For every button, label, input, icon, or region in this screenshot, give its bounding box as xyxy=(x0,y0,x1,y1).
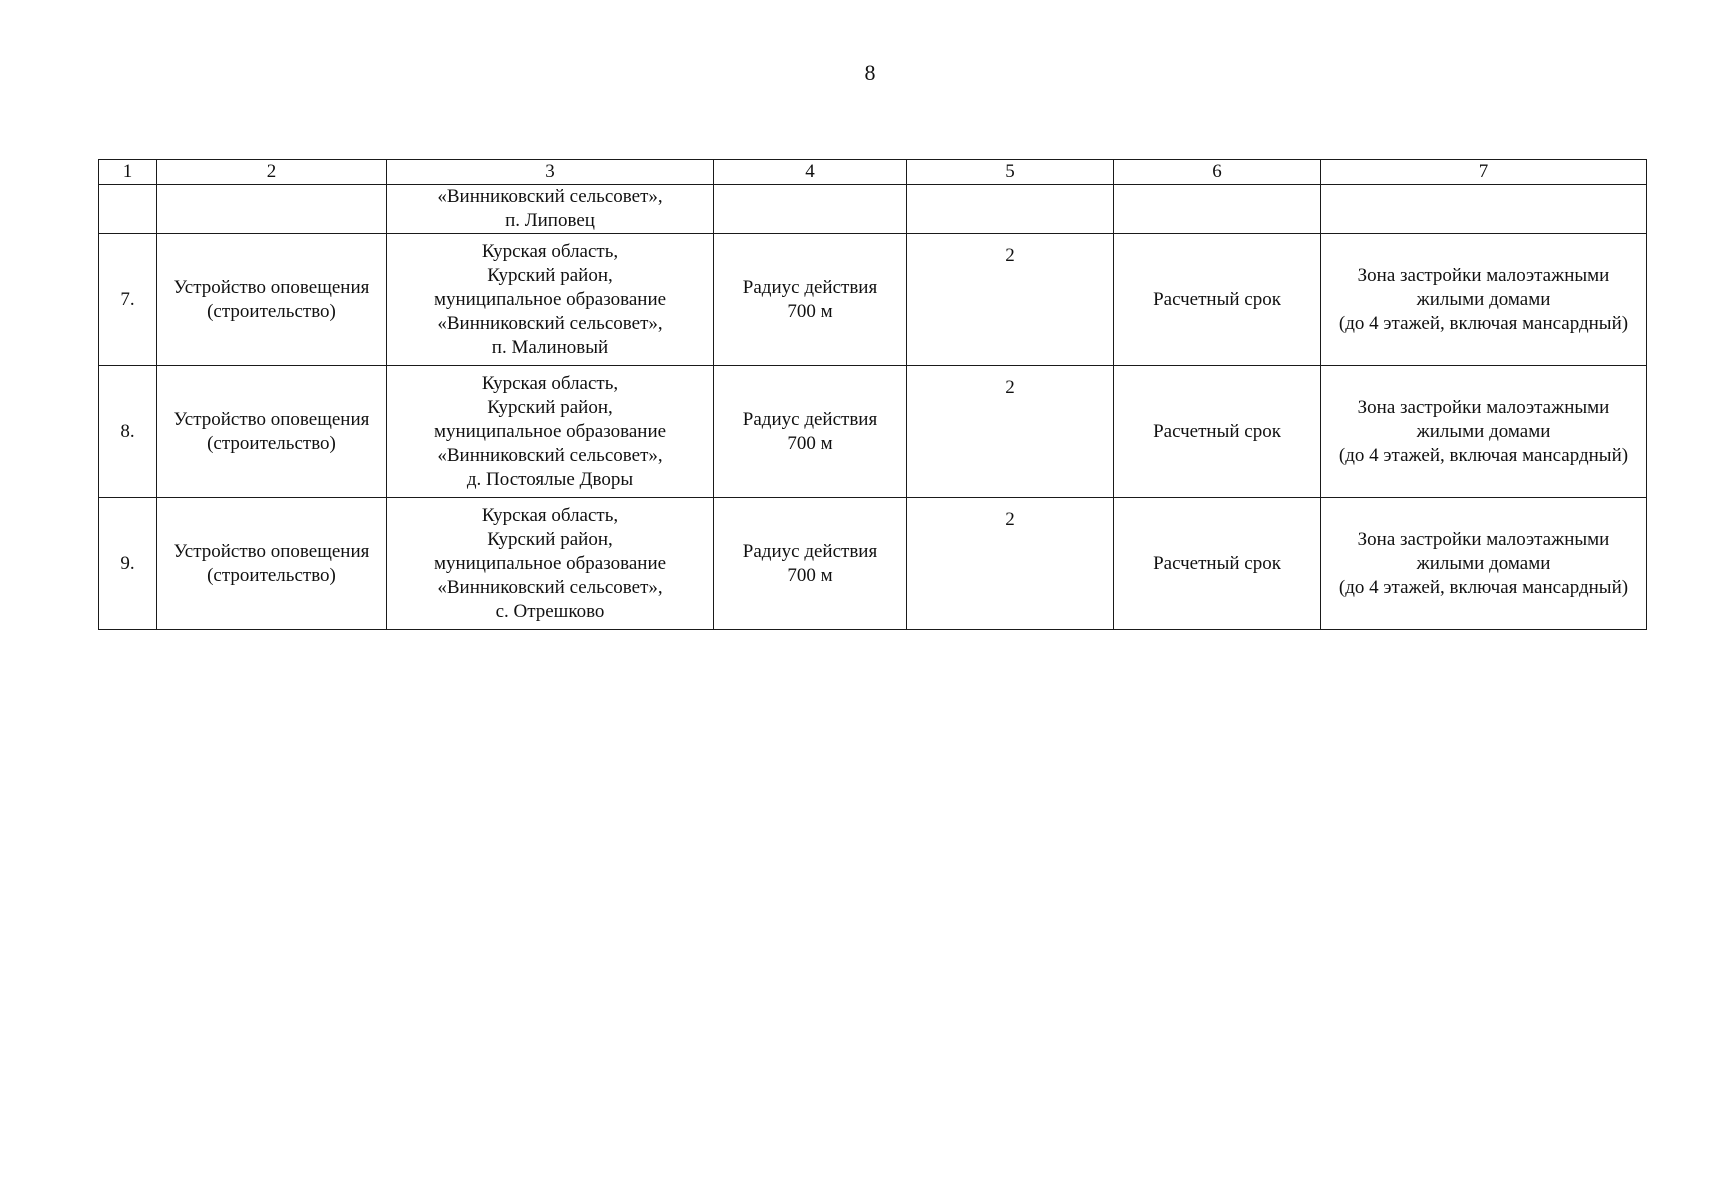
zone-line: жилыми домами xyxy=(1416,288,1551,310)
cell-column-5 xyxy=(907,185,1114,234)
object-name-line: (строительство) xyxy=(207,564,336,586)
object-name-line: Устройство оповещения xyxy=(173,276,370,298)
zone-line: жилыми домами xyxy=(1416,420,1551,442)
parameter-line: Радиус действия xyxy=(742,540,878,562)
location-line: муниципальное образование xyxy=(433,552,667,574)
location-line: п. Малиновый xyxy=(491,336,609,358)
parameter-line: 700 м xyxy=(787,564,833,586)
cell-zone xyxy=(1321,234,1647,366)
objects-table xyxy=(98,159,1647,630)
zone-line: Зона застройки малоэтажными xyxy=(1357,528,1610,550)
location-line: Курская область, xyxy=(481,372,619,394)
location-line: д. Постоялые Дворы xyxy=(466,468,634,490)
table-row xyxy=(99,234,1647,366)
parameter-line: 700 м xyxy=(787,300,833,322)
location-line: Курская область, xyxy=(481,504,619,526)
column-number: 1 xyxy=(99,160,157,185)
cell-number: 9. xyxy=(99,498,157,630)
column-number: 3 xyxy=(387,160,714,185)
zone-line: Зона застройки малоэтажными xyxy=(1357,264,1610,286)
table-row xyxy=(99,366,1647,498)
zone-line: (до 4 этажей, включая мансардный) xyxy=(1338,312,1629,334)
location-line: п. Липовец xyxy=(505,210,595,231)
location-line: Курский район, xyxy=(487,396,613,418)
object-name-line: (строительство) xyxy=(207,432,336,454)
continuation-row xyxy=(99,185,1647,234)
cell-parameters xyxy=(714,185,907,234)
cell-number: 7. xyxy=(99,234,157,366)
cell-zone xyxy=(1321,498,1647,630)
location-line: Курская область, xyxy=(481,240,619,262)
location-line: «Винниковский сельсовет», xyxy=(437,186,663,207)
cell-column-5: 2 xyxy=(907,498,1114,630)
cell-parameters xyxy=(714,498,907,630)
location-line: «Винниковский сельсовет», xyxy=(437,444,663,466)
cell-term: Расчетный срок xyxy=(1114,366,1321,498)
location-line: с. Отрешково xyxy=(495,600,605,622)
cell-location xyxy=(387,185,714,234)
cell-zone xyxy=(1321,185,1647,234)
column-number: 5 xyxy=(907,160,1114,185)
location-line: Курский район, xyxy=(487,528,613,550)
cell-zone xyxy=(1321,366,1647,498)
cell-object-name xyxy=(157,185,387,234)
cell-object-name xyxy=(157,366,387,498)
cell-number: 8. xyxy=(99,366,157,498)
cell-parameters xyxy=(714,366,907,498)
zone-line: Зона застройки малоэтажными xyxy=(1357,396,1610,418)
object-name-line: Устройство оповещения xyxy=(173,408,370,430)
column-number-row xyxy=(99,160,1647,185)
parameter-line: Радиус действия xyxy=(742,276,878,298)
cell-term: Расчетный срок xyxy=(1114,498,1321,630)
page-number: 8 xyxy=(864,60,876,85)
cell-object-name xyxy=(157,234,387,366)
cell-parameters xyxy=(714,234,907,366)
location-line: «Винниковский сельсовет», xyxy=(437,576,663,598)
object-name-line: Устройство оповещения xyxy=(173,540,370,562)
zone-line: жилыми домами xyxy=(1416,552,1551,574)
cell-column-5: 2 xyxy=(907,234,1114,366)
column-number: 2 xyxy=(157,160,387,185)
cell-column-5: 2 xyxy=(907,366,1114,498)
zone-line: (до 4 этажей, включая мансардный) xyxy=(1338,576,1629,598)
cell-term: Расчетный срок xyxy=(1114,234,1321,366)
object-name-line: (строительство) xyxy=(207,300,336,322)
column-number: 7 xyxy=(1321,160,1647,185)
cell-location xyxy=(387,366,714,498)
location-line: муниципальное образование xyxy=(433,288,667,310)
column-number: 4 xyxy=(714,160,907,185)
cell-number xyxy=(99,185,157,234)
column-number: 6 xyxy=(1114,160,1321,185)
location-line: муниципальное образование xyxy=(433,420,667,442)
location-line: Курский район, xyxy=(487,264,613,286)
cell-object-name xyxy=(157,498,387,630)
parameter-line: Радиус действия xyxy=(742,408,878,430)
table-row xyxy=(99,498,1647,630)
zone-line: (до 4 этажей, включая мансардный) xyxy=(1338,444,1629,466)
cell-location xyxy=(387,234,714,366)
location-line: «Винниковский сельсовет», xyxy=(437,312,663,334)
parameter-line: 700 м xyxy=(787,432,833,454)
cell-term xyxy=(1114,185,1321,234)
cell-location xyxy=(387,498,714,630)
